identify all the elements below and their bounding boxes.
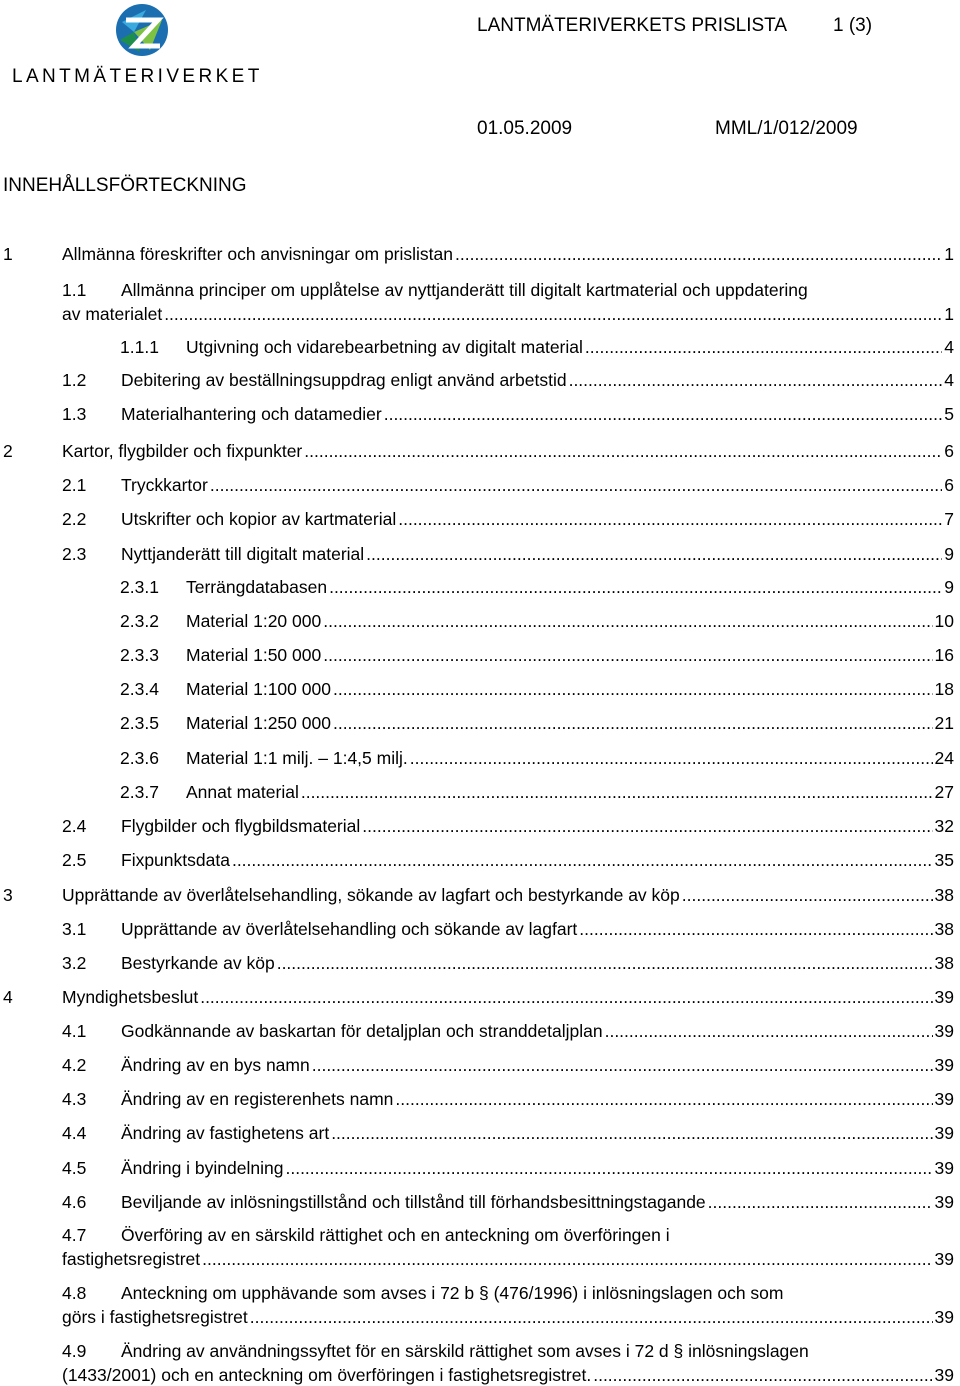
toc-dot-leader <box>410 747 933 769</box>
toc-entry-number: 4.5 <box>62 1158 87 1178</box>
toc-dot-leader <box>593 1364 932 1386</box>
toc-entry-title: Bestyrkande av köp <box>121 953 275 973</box>
toc-dot-leader <box>455 243 942 265</box>
toc-entry-page: 6 <box>944 441 954 461</box>
toc-dot-leader <box>398 508 942 530</box>
toc-entry-title: Ändring av en bys namn <box>121 1055 310 1075</box>
toc-entry-number: 2.2 <box>62 509 87 529</box>
toc-entry-page: 21 <box>934 713 954 733</box>
toc-entry-page: 9 <box>944 544 954 564</box>
toc-entry-page: 38 <box>934 953 954 973</box>
toc-entry-title: Upprättande av överlåtelsehandling, sökande av lagfart och bestyrkande av köp <box>62 885 680 905</box>
toc-entry-page: 10 <box>934 611 954 631</box>
toc-entry-number: 2.3.6 <box>120 748 159 768</box>
toc-entry-title: Annat material <box>186 782 299 802</box>
toc-entry-title: Ändring av fastighetens art <box>121 1123 330 1143</box>
toc-dot-leader <box>304 440 942 462</box>
toc-dot-leader <box>384 403 943 425</box>
toc-entry-number: 3 <box>3 885 13 905</box>
toc-dot-leader <box>579 918 932 940</box>
toc-entry-title: Myndighetsbeslut <box>62 987 199 1007</box>
toc-dot-leader <box>362 815 932 837</box>
toc-dot-leader <box>333 678 933 700</box>
toc-dot-leader <box>285 1157 932 1179</box>
toc-entry-page: 18 <box>934 679 954 699</box>
toc-entry-number: 2 <box>3 441 13 461</box>
toc-entry-number: 1 <box>3 244 13 264</box>
toc-dot-leader <box>323 644 932 666</box>
toc-entry-page: 4 <box>944 337 954 357</box>
toc-dot-leader <box>585 336 942 358</box>
toc-dot-leader <box>164 303 942 325</box>
toc-entry-number: 4.1 <box>62 1021 87 1041</box>
toc-dot-leader <box>395 1088 932 1110</box>
toc-entry-number: 2.3.2 <box>120 611 159 631</box>
toc-dot-leader <box>333 712 933 734</box>
toc-entry-page: 39 <box>934 1089 954 1109</box>
toc-entry-number: 3.1 <box>62 919 87 939</box>
toc-entry-title: Fixpunktsdata <box>121 850 230 870</box>
toc-entry-title: Allmänna föreskrifter och anvisningar om prislistan <box>62 244 453 264</box>
toc-entry-title: Material 1:50 000 <box>186 645 322 665</box>
toc-entry-page: 39 <box>934 1192 954 1212</box>
toc-dot-leader <box>323 610 932 632</box>
toc-dot-leader <box>232 849 933 871</box>
toc-entry-number: 2.3 <box>62 544 87 564</box>
toc-entry-number: 4.4 <box>62 1123 87 1143</box>
toc-entry-page: 7 <box>944 509 954 529</box>
document-date: 01.05.2009 <box>477 118 573 139</box>
toc-entry-number: 1.1 <box>62 280 87 300</box>
toc-entry-number: 2.3.3 <box>120 645 159 665</box>
toc-entry-number: 1.3 <box>62 404 87 424</box>
toc-entry-title: Kartor, flygbilder och fixpunkter <box>62 441 303 461</box>
page-number: 1 (3) <box>833 15 873 36</box>
toc-entry-page: 39 <box>934 1158 954 1178</box>
toc-heading: INNEHÅLLSFÖRTECKNING <box>3 175 247 196</box>
toc-entry-title: Material 1:1 milj. – 1:4,5 milj. <box>186 748 408 768</box>
toc-entry-number: 4.3 <box>62 1089 87 1109</box>
toc-entry-page: 39 <box>934 1249 954 1269</box>
toc-dot-leader <box>329 576 942 598</box>
toc-entry-title: Flygbilder och flygbildsmaterial <box>121 816 361 836</box>
toc-entry-number: 2.4 <box>62 816 87 836</box>
toc-entry-number: 4 <box>3 987 13 1007</box>
toc-dot-leader <box>569 369 943 391</box>
toc-entry-page: 35 <box>934 850 954 870</box>
toc-entry-number: 3.2 <box>62 953 87 973</box>
toc-entry-number: 2.3.1 <box>120 577 159 597</box>
toc-entry-title: görs i fastighetsregistret <box>62 1307 248 1327</box>
document-reference: MML/1/012/2009 <box>715 118 858 139</box>
toc-entry-number: 4.9 <box>62 1341 87 1361</box>
toc-entry-page: 16 <box>934 645 954 665</box>
toc-dot-leader <box>250 1306 933 1328</box>
toc-entry-title: Nyttjanderätt till digitalt material <box>121 544 365 564</box>
logo-wordmark: LANTMÄTERIVERKET <box>12 66 263 87</box>
toc-entry-page: 39 <box>934 1055 954 1075</box>
toc-entry-page: 24 <box>934 748 954 768</box>
toc-entry-title: Terrängdatabasen <box>186 577 328 597</box>
toc-entry-title: Upprättande av överlåtelsehandling och sökande av lagfart <box>121 919 578 939</box>
toc-entry-page: 4 <box>944 370 954 390</box>
toc-entry-page: 38 <box>934 885 954 905</box>
toc-entry-page: 38 <box>934 919 954 939</box>
toc-dot-leader <box>682 884 933 906</box>
toc-dot-leader <box>210 474 942 496</box>
toc-entry-page: 39 <box>934 987 954 1007</box>
toc-dot-leader <box>605 1020 933 1042</box>
lantmateriverket-logo <box>6 2 268 86</box>
toc-entry-number: 2.3.4 <box>120 679 159 699</box>
toc-entry-title: Utskrifter och kopior av kartmaterial <box>121 509 397 529</box>
toc-entry-number: 4.2 <box>62 1055 87 1075</box>
toc-dot-leader <box>708 1191 933 1213</box>
toc-entry-page: 6 <box>944 475 954 495</box>
toc-entry-page: 39 <box>934 1307 954 1327</box>
toc-entry-title: Debitering av beställningsuppdrag enligt använd arbetstid <box>121 370 567 390</box>
toc-entry-page: 5 <box>944 404 954 424</box>
toc-entry-title: Ändring i byindelning <box>121 1158 284 1178</box>
toc-dot-leader <box>200 986 932 1008</box>
toc-entry-number: 4.8 <box>62 1283 87 1303</box>
toc-entry-title: Ändring av en registerenhets namn <box>121 1089 394 1109</box>
toc-entry-title: Tryckkartor <box>121 475 208 495</box>
toc-entry-title-line1: Allmänna principer om upplåtelse av nyttjanderätt till digitalt kartmaterial och uppdatering <box>121 280 808 300</box>
toc-entry-page: 1 <box>944 304 954 324</box>
toc-dot-leader <box>312 1054 933 1076</box>
toc-entry-page: 1 <box>944 244 954 264</box>
toc-entry-number: 2.1 <box>62 475 87 495</box>
toc-entry-title: (1433/2001) och en anteckning om överföringen i fastighetsregistret. <box>62 1365 592 1385</box>
toc-entry-title: fastighetsregistret <box>62 1249 201 1269</box>
toc-entry-page: 39 <box>934 1365 954 1385</box>
toc-entry-page: 27 <box>934 782 954 802</box>
toc-dot-leader <box>202 1248 932 1270</box>
toc-entry-page: 39 <box>934 1021 954 1041</box>
logo-emblem-icon <box>112 2 172 60</box>
toc-dot-leader <box>331 1122 932 1144</box>
toc-entry-title: Material 1:250 000 <box>186 713 331 733</box>
toc-entry-number: 4.7 <box>62 1225 87 1245</box>
toc-entry-page: 32 <box>934 816 954 836</box>
document-title: LANTMÄTERIVERKETS PRISLISTA <box>477 15 788 36</box>
toc-entry-title: Material 1:20 000 <box>186 611 322 631</box>
toc-entry-title: av materialet <box>62 304 163 324</box>
toc-entry-title-line1: Överföring av en särskild rättighet och en anteckning om överföringen i <box>121 1225 670 1245</box>
toc-dot-leader <box>277 952 933 974</box>
toc-entry-title-line1: Ändring av användningssyftet för en särskild rättighet som avses i 72 d § inlösningslagen <box>121 1341 809 1361</box>
toc-entry-page: 9 <box>944 577 954 597</box>
toc-entry-number: 4.6 <box>62 1192 87 1212</box>
toc-entry-number: 1.2 <box>62 370 87 390</box>
toc-dot-leader <box>301 781 933 803</box>
toc-entry-title: Material 1:100 000 <box>186 679 331 699</box>
toc-entry-number: 2.3.7 <box>120 782 159 802</box>
toc-entry-number: 2.3.5 <box>120 713 159 733</box>
toc-dot-leader <box>366 543 942 565</box>
toc-entry-title: Utgivning och vidarebearbetning av digitalt material <box>186 337 583 357</box>
toc-entry-title: Beviljande av inlösningstillstånd och tillstånd till förhandsbesittningstagande <box>121 1192 706 1212</box>
toc-entry-page: 39 <box>934 1123 954 1143</box>
toc-entry-title-line1: Anteckning om upphävande som avses i 72 b § (476/1996) i inlösningslagen och som <box>121 1283 784 1303</box>
toc-entry-title: Materialhantering och datamedier <box>121 404 382 424</box>
toc-entry-number: 2.5 <box>62 850 87 870</box>
toc-entry-number: 1.1.1 <box>120 337 159 357</box>
toc-entry-title: Godkännande av baskartan för detaljplan och stranddetaljplan <box>121 1021 603 1041</box>
